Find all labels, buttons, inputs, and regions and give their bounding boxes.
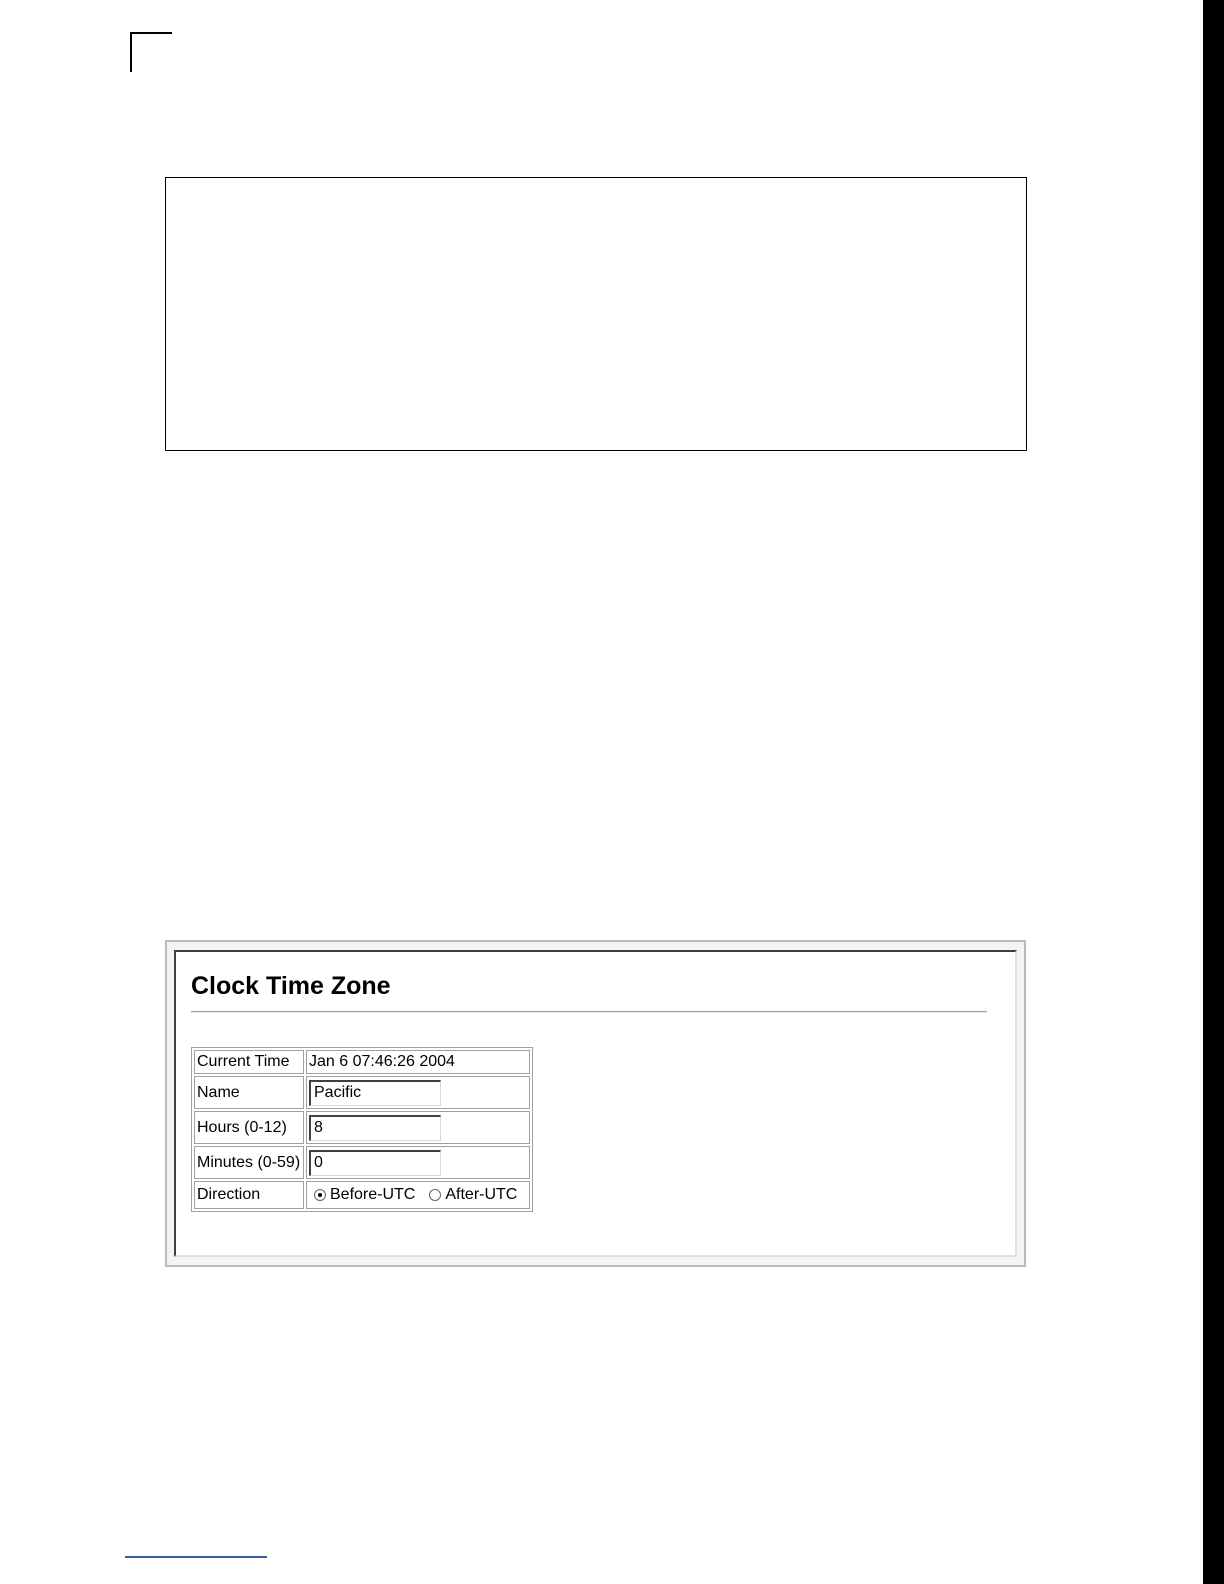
table-row xyxy=(194,1181,530,1209)
table-row xyxy=(194,1146,530,1179)
hours-cell xyxy=(306,1111,530,1144)
direction-radio-group xyxy=(309,1186,527,1204)
after-utc-radio[interactable] xyxy=(429,1189,441,1201)
after-utc-label[interactable]: After-UTC xyxy=(445,1186,518,1203)
before-utc-radio[interactable] xyxy=(314,1189,326,1201)
table-row xyxy=(194,1111,530,1144)
footer-rule xyxy=(125,1556,267,1558)
page-edge-bar xyxy=(1203,0,1224,1584)
table-row xyxy=(194,1076,530,1109)
name-label: Name xyxy=(194,1076,304,1109)
minutes-input[interactable] xyxy=(309,1150,441,1176)
direction-label: Direction xyxy=(194,1181,304,1209)
hours-input[interactable] xyxy=(309,1115,441,1141)
current-time-label: Current Time xyxy=(194,1050,304,1074)
before-utc-label[interactable]: Before-UTC xyxy=(330,1186,416,1203)
direction-cell xyxy=(306,1181,530,1209)
time-zone-form-table xyxy=(191,1047,533,1212)
page-title: Clock Time Zone xyxy=(191,972,391,1000)
name-cell xyxy=(306,1076,530,1109)
current-time-value: Jan 6 07:46:26 2004 xyxy=(306,1050,530,1074)
minutes-label: Minutes (0-59) xyxy=(194,1146,304,1179)
crop-mark xyxy=(130,32,172,72)
title-divider xyxy=(191,1011,987,1013)
hours-label: Hours (0-12) xyxy=(194,1111,304,1144)
web-screenshot-frame xyxy=(165,940,1026,1267)
web-page-panel xyxy=(174,950,1017,1257)
minutes-cell xyxy=(306,1146,530,1179)
blank-content-box xyxy=(165,177,1027,451)
name-input[interactable] xyxy=(309,1080,441,1106)
table-row xyxy=(194,1050,530,1074)
